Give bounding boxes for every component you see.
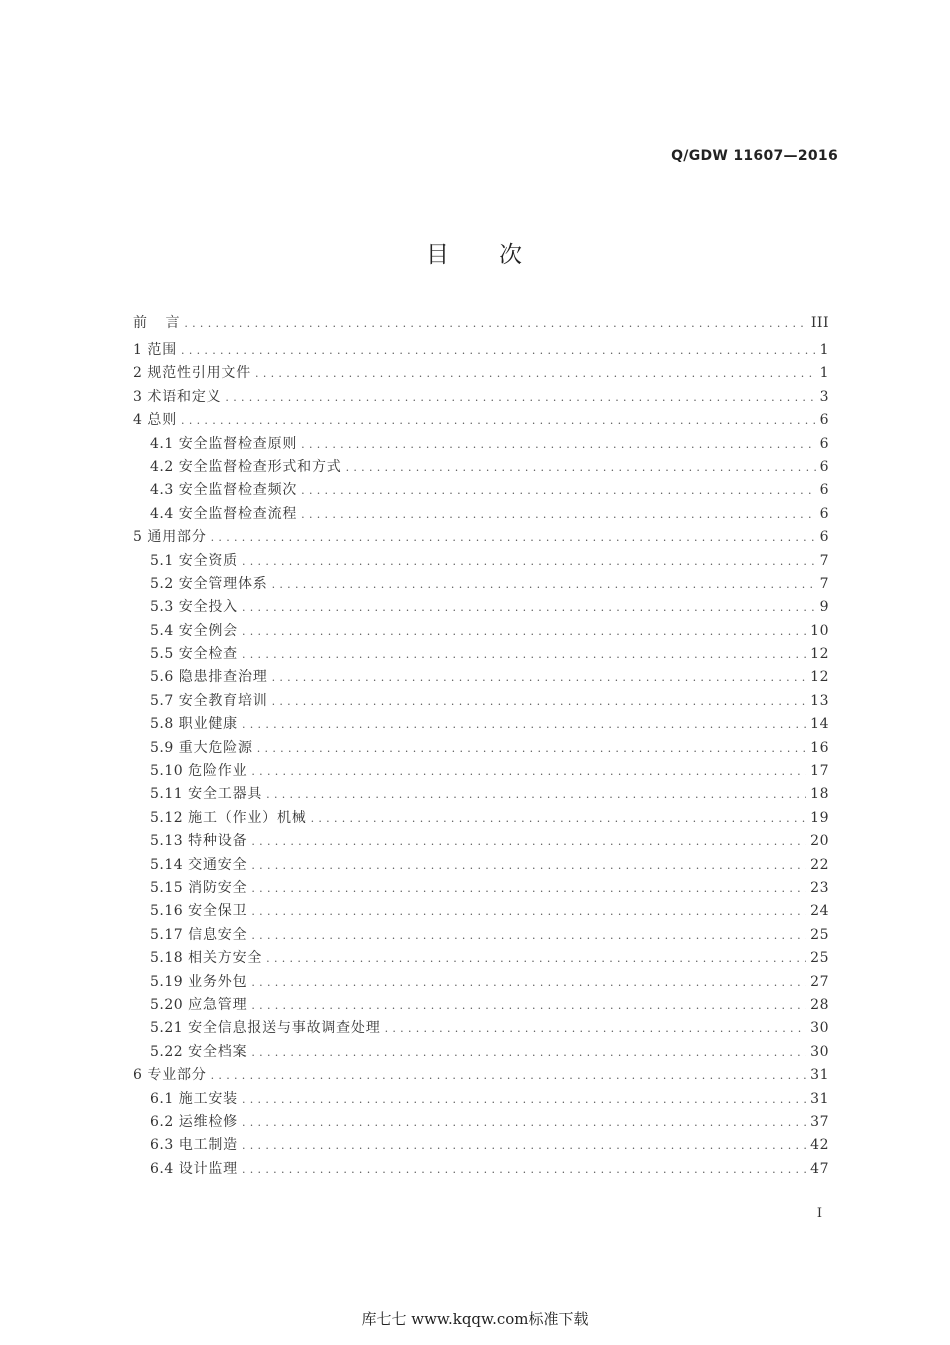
toc-entry[interactable] [133,1041,829,1064]
toc-entry[interactable] [133,666,829,689]
toc-leader-dots [301,479,815,502]
toc-entry-page: 18 [810,786,829,803]
toc-entry[interactable] [133,877,829,900]
toc-entry[interactable] [133,783,829,806]
toc-leader-dots [251,994,806,1017]
toc-entry-page: 13 [810,692,829,709]
toc-leader-dots [251,900,806,923]
table-of-contents [133,310,829,1181]
toc-entry-number: 5.13 [150,833,184,850]
toc-entry-page: 31 [810,1067,829,1084]
toc-entry-number: 5.8 [150,716,174,733]
toc-entry-title: 安全监督检查流程 [178,505,298,522]
toc-entry-number: 5.15 [150,879,184,896]
toc-entry[interactable] [133,737,829,760]
toc-entry[interactable] [133,807,829,830]
toc-entry[interactable] [133,573,829,596]
toc-entry-page: 31 [810,1090,829,1107]
toc-entry[interactable] [133,760,829,783]
toc-entry-number: 5.1 [150,552,174,569]
toc-entry-page: 14 [810,716,829,733]
toc-entry-number: 前 [133,315,148,331]
toc-leader-dots [272,666,807,689]
toc-entry-title: 危险作业 [188,763,248,780]
toc-entry-page: 30 [810,1020,829,1037]
toc-entry[interactable] [133,433,829,456]
toc-leader-dots [225,386,815,409]
toc-entry[interactable] [133,1064,829,1087]
toc-entry[interactable] [133,1088,829,1111]
toc-entry-number: 5.4 [150,622,174,639]
toc-leader-dots [242,550,816,573]
toc-entry-page: 9 [819,599,829,616]
toc-entry-page: 25 [810,926,829,943]
toc-entry-number: 5.16 [150,903,184,920]
toc-leader-dots [251,877,806,900]
toc-entry-number: 5.2 [150,575,174,592]
toc-entry[interactable] [133,1158,829,1181]
toc-entry-number: 5.17 [150,926,184,943]
toc-entry-page: III [810,315,829,331]
toc-leader-dots [272,690,807,713]
toc-entry-title: 安全监督检查频次 [178,482,298,499]
toc-entry-number: 5 [133,529,143,546]
toc-entry-page: 1 [819,365,829,382]
toc-entry-number: 5.21 [150,1020,184,1037]
toc-entry-title: 安全例会 [178,622,238,639]
toc-entry[interactable] [133,994,829,1017]
toc-title-char-2: 次 [499,242,524,268]
toc-entry-number: 5.11 [150,786,184,803]
toc-entry-title: 安全管理体系 [178,575,268,592]
toc-entry[interactable] [133,620,829,643]
toc-leader-dots [251,760,806,783]
toc-leader-dots [181,339,816,362]
toc-leader-dots [266,947,806,970]
toc-entry-number: 5.20 [150,996,184,1013]
toc-entry-number: 4.1 [150,435,174,452]
toc-leader-dots [242,620,806,643]
toc-entry-page: 24 [810,903,829,920]
toc-leader-dots [301,433,815,456]
toc-entry-page: 3 [819,388,829,405]
toc-entry-page: 27 [810,973,829,990]
toc-entry[interactable] [133,924,829,947]
toc-entry-title: 总则 [147,412,178,429]
toc-entry-title: 通用部分 [147,529,207,546]
toc-entry-number: 4.3 [150,482,174,499]
toc-entry-page: 6 [819,412,829,429]
toc-entry-page: 6 [819,458,829,475]
toc-entry[interactable] [133,362,829,385]
toc-entry-title: 应急管理 [188,996,248,1013]
toc-entry-title: 专业部分 [147,1067,207,1084]
toc-entry-page: 1 [819,342,829,358]
toc-entry-title: 隐患排查治理 [178,669,268,686]
toc-leader-dots [301,503,815,526]
toc-entry[interactable] [133,643,829,666]
toc-entry[interactable] [133,690,829,713]
toc-entry-title: 言 [165,315,181,331]
toc-entry-title: 电工制造 [178,1137,238,1154]
toc-leader-dots [251,854,806,877]
toc-entry-title: 范围 [147,342,178,358]
toc-entry-title: 交通安全 [188,856,248,873]
toc-entry-page: 23 [810,879,829,896]
toc-entry[interactable] [133,339,829,362]
toc-entry[interactable] [133,409,829,432]
toc-entry[interactable] [133,310,829,339]
toc-entry[interactable] [133,971,829,994]
toc-entry-page: 37 [810,1113,829,1130]
toc-entry[interactable] [133,713,829,736]
toc-entry-number: 5.18 [150,950,184,967]
toc-entry-number: 6.2 [150,1113,174,1130]
toc-entry-title: 安全保卫 [188,903,248,920]
toc-entry-title: 运维检修 [178,1113,238,1130]
toc-leader-dots [242,1088,806,1111]
toc-entry-number: 6 [133,1067,143,1084]
toc-entry-page: 6 [819,505,829,522]
toc-title [0,236,950,269]
toc-entry-number: 2 [133,365,143,382]
toc-leader-dots [181,409,816,432]
toc-leader-dots [257,737,806,760]
toc-entry-title: 特种设备 [188,833,248,850]
toc-entry-page: 12 [810,669,829,686]
toc-entry-page: 7 [819,552,829,569]
toc-entry-number: 6.1 [150,1090,174,1107]
toc-entry-number: 4.2 [150,458,174,475]
toc-entry-title: 安全资质 [178,552,238,569]
toc-entry-number: 6.4 [150,1160,174,1177]
toc-entry-title: 消防安全 [188,879,248,896]
toc-entry-page: 22 [810,856,829,873]
toc-entry-title: 施工（作业）机械 [188,809,307,826]
toc-entry-number: 4.4 [150,505,174,522]
toc-entry-title: 安全工器具 [188,786,263,803]
toc-entry-page: 42 [810,1137,829,1154]
toc-entry[interactable] [133,550,829,573]
toc-leader-dots [251,1041,806,1064]
toc-leader-dots [211,526,816,549]
toc-entry-number: 5.9 [150,739,174,756]
toc-leader-dots [242,643,806,666]
toc-leader-dots [242,1134,806,1157]
toc-entry-title: 安全教育培训 [178,692,268,709]
toc-entry-page: 30 [810,1043,829,1060]
toc-entry-number: 3 [133,388,143,405]
toc-entry-page: 12 [810,646,829,663]
toc-entry-number: 5.12 [150,809,184,826]
toc-leader-dots [242,1158,806,1181]
toc-entry-number: 5.14 [150,856,184,873]
toc-leader-dots [251,830,806,853]
toc-entry-title: 术语和定义 [147,388,222,405]
toc-entry-title: 信息安全 [188,926,248,943]
toc-leader-dots [251,924,806,947]
toc-entry-number: 5.6 [150,669,174,686]
toc-leader-dots [251,971,806,994]
toc-leader-dots [272,573,816,596]
standard-code: Q/GDW 11607—2016 [671,148,838,164]
toc-entry-title: 安全监督检查形式和方式 [178,458,342,475]
toc-entry-page: 7 [819,575,829,592]
toc-leader-dots [385,1017,807,1040]
toc-entry-title: 安全档案 [188,1043,248,1060]
toc-leader-dots [242,596,816,619]
toc-entry-title: 施工安装 [178,1090,238,1107]
toc-entry[interactable] [133,854,829,877]
toc-entry[interactable] [133,386,829,409]
toc-entry[interactable] [133,456,829,479]
toc-entry-title: 安全检查 [178,646,238,663]
toc-entry-title: 安全投入 [178,599,238,616]
toc-entry-page: 6 [819,482,829,499]
toc-entry-title: 安全信息报送与事故调查处理 [188,1020,381,1037]
toc-entry-page: 19 [810,809,829,826]
toc-leader-dots [255,362,816,385]
toc-entry-title: 安全监督检查原则 [178,435,298,452]
toc-entry-title: 设计监理 [178,1160,238,1177]
toc-entry-title: 规范性引用文件 [147,365,252,382]
toc-entry-number: 6.3 [150,1137,174,1154]
toc-entry[interactable] [133,479,829,502]
toc-entry[interactable] [133,830,829,853]
toc-entry-page: 6 [819,435,829,452]
toc-entry-number: 5.22 [150,1043,184,1060]
toc-entry-title: 业务外包 [188,973,248,990]
toc-entry-number: 5.10 [150,763,184,780]
footer-watermark: 库七七 www.kqqw.com标准下载 [361,1310,589,1328]
toc-entry[interactable] [133,900,829,923]
toc-entry-number: 5.5 [150,646,174,663]
toc-entry[interactable] [133,503,829,526]
toc-leader-dots [311,807,807,830]
toc-entry-page: 25 [810,950,829,967]
toc-entry-page: 28 [810,996,829,1013]
toc-leader-dots [266,783,806,806]
toc-entry-title: 职业健康 [178,716,238,733]
toc-entry-page: 20 [810,833,829,850]
toc-leader-dots [184,311,807,337]
toc-entry-number: 5.7 [150,692,174,709]
toc-entry[interactable] [133,1017,829,1040]
toc-leader-dots [242,1111,806,1134]
toc-entry[interactable] [133,1111,829,1134]
toc-entry-number: 1 [133,342,143,358]
toc-entry-page: 47 [810,1160,829,1177]
toc-entry-page: 6 [819,529,829,546]
toc-entry-number: 4 [133,412,143,429]
toc-entry[interactable] [133,1134,829,1157]
toc-entry-number: 5.19 [150,973,184,990]
toc-leader-dots [242,713,806,736]
toc-entry-page: 10 [810,622,829,639]
toc-entry-title: 相关方安全 [188,950,263,967]
toc-leader-dots [346,456,816,479]
toc-entry-number: 5.3 [150,599,174,616]
page-number: I [816,1206,822,1221]
toc-title-char-1: 目 [426,242,451,268]
toc-entry[interactable] [133,596,829,619]
toc-entry[interactable] [133,947,829,970]
toc-entry-page: 17 [810,763,829,780]
toc-entry-title: 重大危险源 [178,739,253,756]
toc-entry[interactable] [133,526,829,549]
toc-entry-page: 16 [810,739,829,756]
toc-leader-dots [211,1064,807,1087]
